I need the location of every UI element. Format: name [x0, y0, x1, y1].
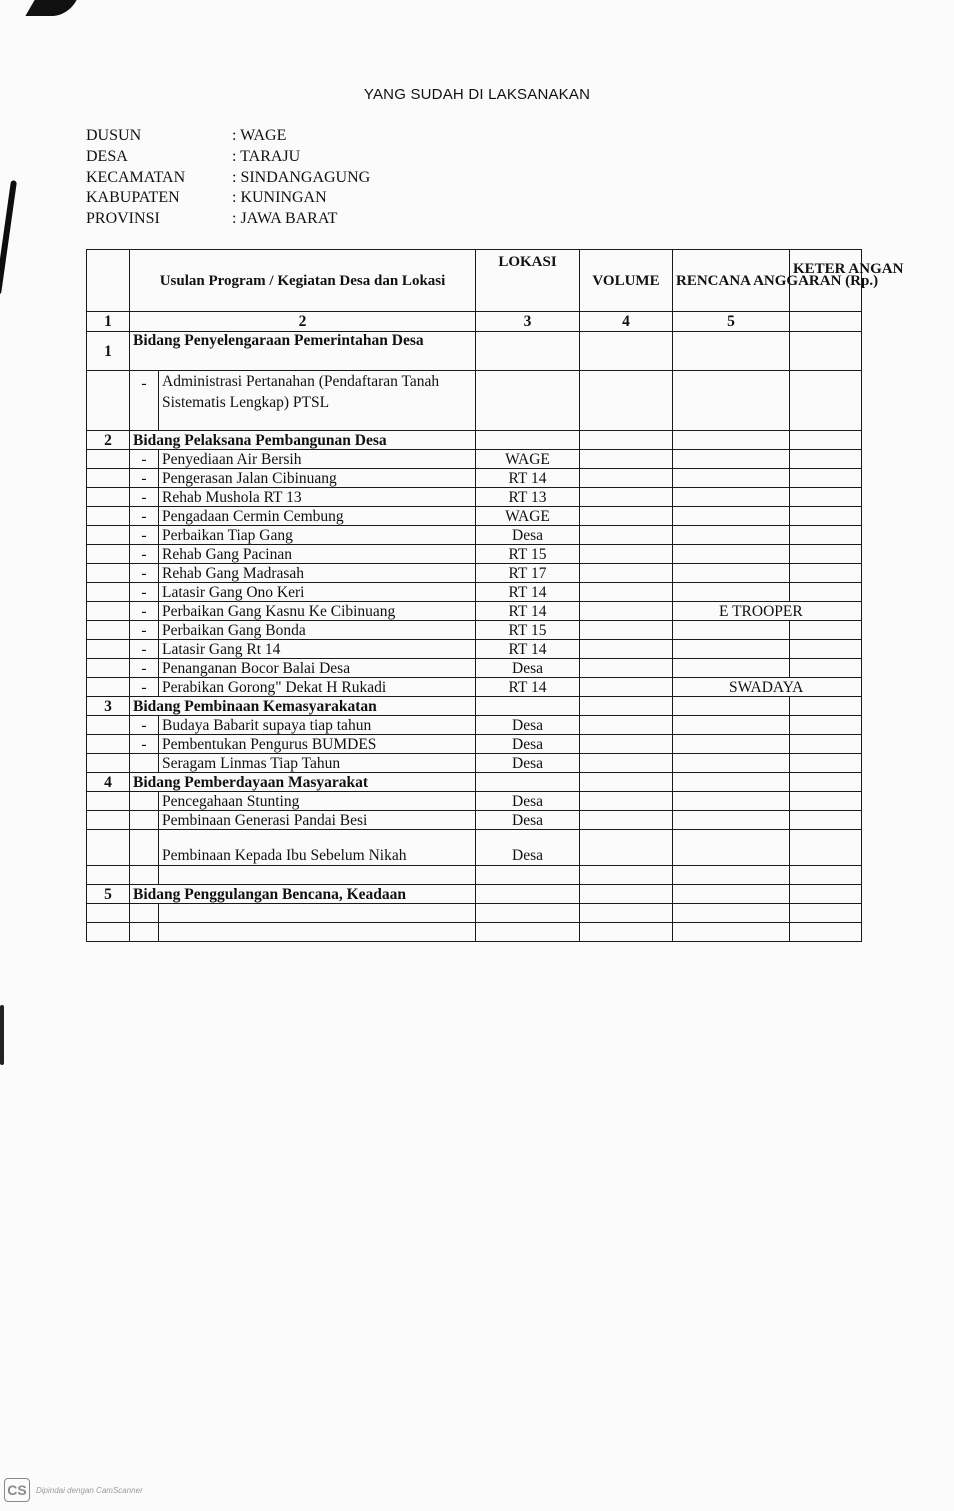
empty-cell [87, 621, 130, 640]
info-row [86, 209, 370, 230]
activity-name: Pembentukan Pengurus BUMDES [159, 735, 476, 754]
header-no-cell [87, 250, 130, 312]
empty-cell [87, 602, 130, 621]
bullet-dash: - [130, 488, 159, 507]
empty-cell [580, 773, 673, 792]
section-title: Bidang Pembinaan Kemasyarakatan [130, 697, 476, 716]
scanner-watermark [4, 1478, 143, 1502]
bullet-dash: - [130, 564, 159, 583]
empty-cell [790, 830, 862, 866]
section-number: 3 [87, 697, 130, 716]
empty-cell [673, 431, 790, 450]
table-row [87, 526, 862, 545]
empty-cell [580, 621, 673, 640]
bullet-dash: - [130, 678, 159, 697]
empty-cell [673, 640, 790, 659]
info-label: DUSUN [86, 127, 142, 144]
program-table [86, 249, 904, 942]
table-row [87, 735, 862, 754]
location: WAGE [476, 507, 580, 526]
empty-cell [580, 526, 673, 545]
empty-cell [87, 811, 130, 830]
section-number: 5 [87, 885, 130, 904]
empty-cell [673, 830, 790, 866]
bullet-dash: - [130, 469, 159, 488]
table-row [87, 923, 862, 942]
location: RT 13 [476, 488, 580, 507]
section-number: 4 [87, 773, 130, 792]
empty-cell [87, 640, 130, 659]
empty-cell [790, 507, 862, 526]
empty-cell [673, 488, 790, 507]
info-row [86, 168, 370, 189]
empty-cell [673, 792, 790, 811]
bullet-dash [130, 754, 159, 773]
header-anggaran: RENCANA ANGGARAN (Rp.) [673, 250, 790, 312]
activity-name: Administrasi Pertanahan (Pendaftaran Tanah Sistematis Lengkap) PTSL [159, 371, 476, 431]
empty-cell [476, 885, 580, 904]
empty-cell [673, 469, 790, 488]
empty-cell [673, 773, 790, 792]
empty-cell [580, 923, 673, 942]
empty-cell [790, 866, 862, 885]
empty-cell [790, 564, 862, 583]
empty-cell [580, 697, 673, 716]
info-value: : JAWA BARAT [232, 210, 338, 228]
empty-cell [790, 545, 862, 564]
empty-cell [790, 621, 862, 640]
header-row [87, 250, 862, 312]
empty-cell [159, 866, 476, 885]
empty-cell [673, 450, 790, 469]
activity-name: Pencegahaan Stunting [159, 792, 476, 811]
info-value: : SINDANGAGUNG [232, 168, 371, 186]
empty-cell [790, 904, 862, 923]
bullet-dash: - [130, 640, 159, 659]
empty-cell [87, 526, 130, 545]
table-row [87, 602, 862, 621]
empty-cell [673, 866, 790, 885]
empty-cell [476, 371, 580, 431]
table-row [87, 904, 862, 923]
empty-cell [580, 659, 673, 678]
empty-cell [673, 545, 790, 564]
empty-cell [580, 431, 673, 450]
location: RT 14 [476, 469, 580, 488]
location: RT 14 [476, 678, 580, 697]
empty-cell [673, 564, 790, 583]
empty-cell [87, 735, 130, 754]
empty-cell [87, 678, 130, 697]
info-row [86, 147, 370, 168]
empty-cell [580, 564, 673, 583]
empty-cell [87, 716, 130, 735]
bullet-dash: - [130, 716, 159, 735]
empty-cell [87, 564, 130, 583]
bullet-dash [130, 830, 159, 866]
header-volume: VOLUME [580, 250, 673, 312]
empty-cell [790, 312, 862, 332]
column-number-row [87, 312, 862, 332]
activity-name: Rehab Gang Madrasah [159, 564, 476, 583]
empty-cell [87, 754, 130, 773]
activity-name: Seragam Linmas Tiap Tahun [159, 754, 476, 773]
section-row [87, 697, 862, 716]
info-value: : WAGE [232, 127, 287, 144]
table-row [87, 640, 862, 659]
table-row [87, 507, 862, 526]
table-row [87, 371, 862, 431]
table-row [87, 545, 862, 564]
empty-cell [673, 621, 790, 640]
empty-cell [790, 697, 862, 716]
empty-cell [790, 735, 862, 754]
empty-cell [790, 332, 862, 371]
empty-cell [790, 526, 862, 545]
empty-cell [87, 583, 130, 602]
location: WAGE [476, 450, 580, 469]
location: Desa [476, 830, 580, 866]
info-row [86, 188, 370, 209]
bullet-dash: - [130, 735, 159, 754]
empty-cell [673, 716, 790, 735]
info-label: KECAMATAN [86, 168, 186, 186]
bullet-dash: - [130, 602, 159, 621]
activity-name: Rehab Gang Pacinan [159, 545, 476, 564]
activity-name: Perbaikan Gang Bonda [159, 621, 476, 640]
header-keterangan: KETER ANGAN [790, 250, 862, 312]
empty-cell [476, 904, 580, 923]
section-row [87, 885, 862, 904]
bullet-dash [130, 792, 159, 811]
empty-cell [790, 469, 862, 488]
column-number: 3 [476, 312, 580, 332]
info-row [86, 126, 370, 147]
location-info [86, 126, 370, 230]
table-row [87, 621, 862, 640]
empty-cell [580, 866, 673, 885]
info-label: KABUPATEN [86, 189, 180, 207]
location: Desa [476, 716, 580, 735]
empty-cell [673, 735, 790, 754]
table-row [87, 811, 862, 830]
empty-cell [580, 830, 673, 866]
info-label: DESA [86, 147, 128, 165]
empty-cell [790, 659, 862, 678]
section-title: Bidang Penyelengaraan Pemerintahan Desa [130, 332, 476, 371]
location: RT 15 [476, 621, 580, 640]
empty-cell [580, 332, 673, 371]
table-row [87, 469, 862, 488]
bullet-dash: - [130, 659, 159, 678]
table-row [87, 659, 862, 678]
empty-cell [673, 507, 790, 526]
location: RT 14 [476, 602, 580, 621]
activity-name: Perbaikan Gang Kasnu Ke Cibinuang [159, 602, 476, 621]
header-lokasi: LOKASI [476, 250, 580, 312]
bullet-dash: - [130, 371, 159, 431]
empty-cell [790, 450, 862, 469]
empty-cell [673, 332, 790, 371]
empty-cell [87, 904, 130, 923]
location: RT 14 [476, 583, 580, 602]
empty-cell [580, 371, 673, 431]
location: RT 17 [476, 564, 580, 583]
empty-cell [476, 866, 580, 885]
empty-cell [130, 866, 159, 885]
location: Desa [476, 792, 580, 811]
empty-cell [580, 583, 673, 602]
empty-cell [580, 735, 673, 754]
column-number: 2 [130, 312, 476, 332]
empty-cell [790, 811, 862, 830]
empty-cell [476, 431, 580, 450]
empty-cell [790, 640, 862, 659]
info-label: PROVINSI [86, 210, 160, 228]
activity-name: Pembinaan Generasi Pandai Besi [159, 811, 476, 830]
empty-cell [580, 488, 673, 507]
table-row [87, 488, 862, 507]
activity-name: Rehab Mushola RT 13 [159, 488, 476, 507]
empty-cell [159, 904, 476, 923]
activity-name: Penyediaan Air Bersih [159, 450, 476, 469]
bullet-dash: - [130, 583, 159, 602]
location: Desa [476, 526, 580, 545]
empty-cell [790, 792, 862, 811]
table-row [87, 754, 862, 773]
empty-cell [673, 526, 790, 545]
activity-name: Pembinaan Kepada Ibu Sebelum Nikah [159, 830, 476, 866]
bullet-dash: - [130, 545, 159, 564]
empty-cell [87, 866, 130, 885]
empty-cell [476, 332, 580, 371]
empty-cell [87, 830, 130, 866]
empty-cell [580, 716, 673, 735]
location: Desa [476, 735, 580, 754]
activity-name: Perabikan Gorong" Dekat H Rukadi [159, 678, 476, 697]
empty-cell [673, 923, 790, 942]
empty-cell [790, 773, 862, 792]
empty-cell [673, 659, 790, 678]
empty-cell [580, 754, 673, 773]
table-row [87, 450, 862, 469]
empty-cell [790, 431, 862, 450]
empty-cell [580, 507, 673, 526]
empty-cell [87, 507, 130, 526]
bullet-dash: - [130, 621, 159, 640]
empty-cell [580, 904, 673, 923]
empty-cell [790, 754, 862, 773]
header-program: Usulan Program / Kegiatan Desa dan Lokasi [130, 250, 476, 312]
empty-cell [673, 371, 790, 431]
activity-name: Latasir Gang Ono Keri [159, 583, 476, 602]
activity-name: Perbaikan Tiap Gang [159, 526, 476, 545]
empty-cell [87, 545, 130, 564]
empty-cell [790, 583, 862, 602]
location: RT 15 [476, 545, 580, 564]
activity-name: Penanganan Bocor Balai Desa [159, 659, 476, 678]
empty-cell [87, 792, 130, 811]
bullet-dash [130, 811, 159, 830]
page-title: YANG SUDAH DI LAKSANAKAN [363, 86, 591, 103]
empty-cell [673, 583, 790, 602]
section-title: Bidang Pemberdayaan Masyarakat [130, 773, 476, 792]
scan-edge-shadow [0, 1005, 4, 1065]
empty-cell [580, 602, 673, 621]
section-title: Bidang Pelaksana Pembangunan Desa [130, 431, 476, 450]
empty-cell [790, 716, 862, 735]
empty-cell [580, 885, 673, 904]
empty-cell [87, 659, 130, 678]
empty-cell [673, 885, 790, 904]
empty-cell [159, 923, 476, 942]
empty-cell [476, 773, 580, 792]
location: RT 14 [476, 640, 580, 659]
note: SWADAYA [673, 678, 862, 697]
empty-cell [580, 792, 673, 811]
activity-name: Budaya Babarit supaya tiap tahun [159, 716, 476, 735]
column-number: 1 [87, 312, 130, 332]
table-row [87, 564, 862, 583]
empty-cell [673, 904, 790, 923]
empty-cell [580, 545, 673, 564]
table-row [87, 830, 862, 866]
empty-cell [673, 697, 790, 716]
column-number: 5 [673, 312, 790, 332]
activity-name: Pengadaan Cermin Cembung [159, 507, 476, 526]
empty-cell [580, 678, 673, 697]
empty-cell [130, 923, 159, 942]
empty-cell [580, 469, 673, 488]
empty-cell [87, 488, 130, 507]
empty-cell [476, 697, 580, 716]
empty-cell [87, 469, 130, 488]
location: Desa [476, 811, 580, 830]
empty-cell [580, 450, 673, 469]
table-row [87, 792, 862, 811]
bullet-dash: - [130, 450, 159, 469]
section-number: 1 [87, 332, 130, 371]
location: Desa [476, 754, 580, 773]
section-row [87, 773, 862, 792]
empty-cell [790, 488, 862, 507]
empty-cell [673, 754, 790, 773]
column-number: 4 [580, 312, 673, 332]
empty-cell [87, 923, 130, 942]
location: Desa [476, 659, 580, 678]
info-value: : TARAJU [232, 147, 301, 165]
bullet-dash: - [130, 526, 159, 545]
info-value: : KUNINGAN [232, 189, 327, 207]
note: E TROOPER [673, 602, 862, 621]
empty-cell [673, 811, 790, 830]
table-row [87, 866, 862, 885]
section-number: 2 [87, 431, 130, 450]
empty-cell [130, 904, 159, 923]
table-row [87, 716, 862, 735]
empty-cell [476, 923, 580, 942]
empty-cell [87, 450, 130, 469]
section-row [87, 431, 862, 450]
scan-smudge [25, 0, 76, 16]
bullet-dash: - [130, 507, 159, 526]
activity-name: Pengerasan Jalan Cibinuang [159, 469, 476, 488]
section-title: Bidang Penggulangan Bencana, Keadaan [130, 885, 476, 904]
activity-name: Latasir Gang Rt 14 [159, 640, 476, 659]
section-row [87, 332, 862, 371]
camscanner-logo: CS [4, 1478, 30, 1502]
table-row [87, 678, 862, 697]
table-row [87, 583, 862, 602]
empty-cell [580, 640, 673, 659]
empty-cell [790, 371, 862, 431]
watermark-text: Dipindai dengan CamScanner [36, 1485, 143, 1495]
empty-cell [580, 811, 673, 830]
empty-cell [790, 923, 862, 942]
scan-edge-shadow [0, 180, 17, 295]
empty-cell [87, 371, 130, 431]
empty-cell [790, 885, 862, 904]
